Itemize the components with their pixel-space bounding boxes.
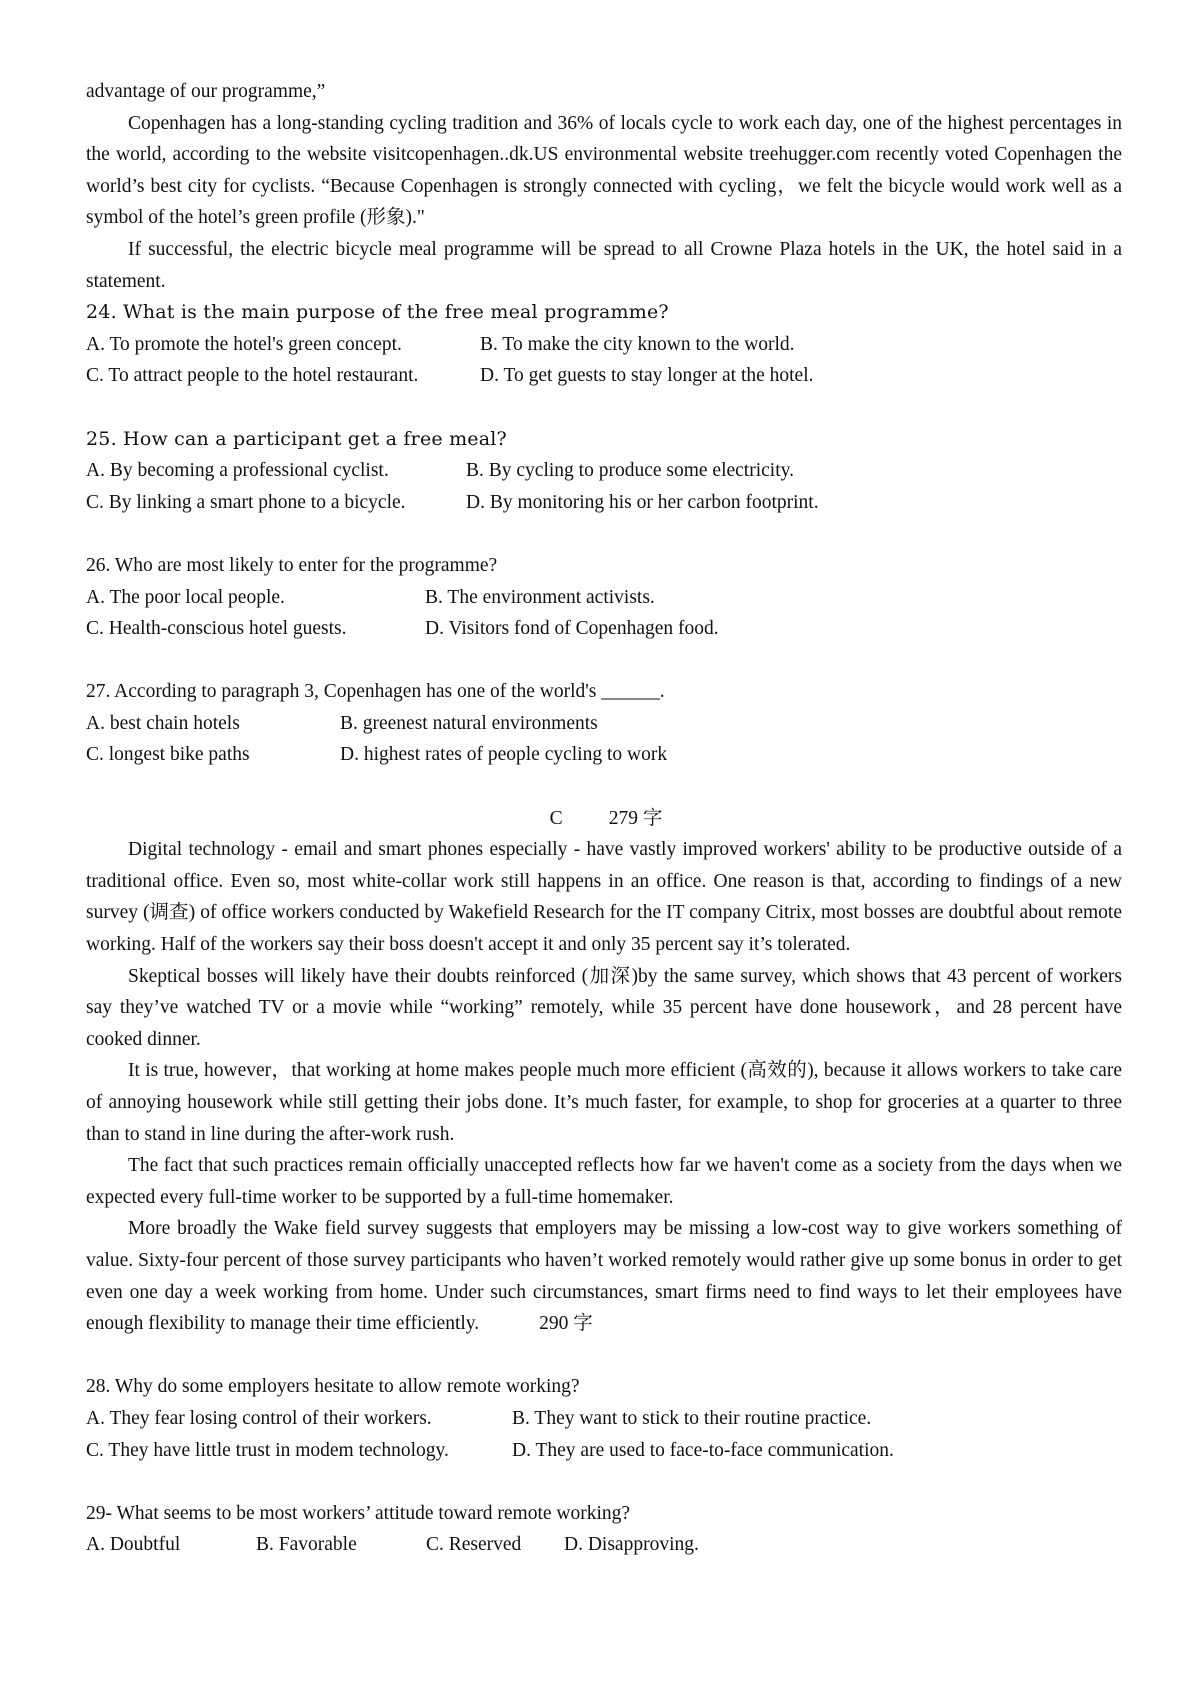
option-a: A. The poor local people. bbox=[86, 586, 285, 608]
spacer bbox=[86, 1340, 1122, 1372]
options-row bbox=[86, 739, 1122, 771]
options-row bbox=[86, 613, 1122, 645]
option-a: A. They fear losing control of their workers. bbox=[86, 1407, 432, 1429]
section-word-count: 279 字 bbox=[608, 807, 663, 829]
spacer bbox=[86, 392, 1122, 424]
question-stem: 29- What seems to be most workers’ attitude toward remote working? bbox=[86, 1502, 631, 1524]
question-29 bbox=[86, 1498, 1122, 1561]
options-row bbox=[86, 329, 1122, 361]
option-d: D. To get guests to stay longer at the hotel. bbox=[480, 365, 814, 387]
options-row bbox=[86, 360, 1122, 392]
option-b: B. Favorable bbox=[256, 1534, 357, 1556]
option-c: C. Health-conscious hotel guests. bbox=[86, 618, 347, 640]
options-row bbox=[86, 708, 1122, 740]
option-b: B. greenest natural environments bbox=[340, 712, 598, 734]
option-c: C. To attract people to the hotel restaurant. bbox=[86, 365, 419, 387]
option-d: D. highest rates of people cycling to work bbox=[340, 744, 668, 766]
question-27 bbox=[86, 676, 1122, 771]
option-b: B. They want to stick to their routine practice. bbox=[512, 1407, 872, 1429]
option-a: A. Doubtful bbox=[86, 1534, 181, 1556]
passage-c-paragraph-2: Skeptical bosses will likely have their doubts reinforced (加深)by the same survey, which shows that 43 percent of workers say they’ve watched TV or a movie while “working” remotely, while 35 percent have done housework，and 28 percent have cooked dinner. bbox=[86, 965, 1122, 1050]
option-d: D. Disapproving. bbox=[564, 1534, 699, 1556]
passage-b-paragraph-copenhagen: Copenhagen has a long-standing cycling tradition and 36% of locals cycle to work each day, one of the highest percentages in the world, according to the website visitcopenhagen..dk.US environmental website treehugger.com recently voted Copenhagen the world’s best city for cyclists. “Because Copenhagen is strongly connected with cycling，we felt the bicycle would work well as a symbol of the hotel’s green profile (形象)." bbox=[86, 112, 1122, 229]
spacer bbox=[86, 518, 1122, 550]
passage-c-paragraph-5 bbox=[86, 1213, 1122, 1339]
question-stem: 27. According to paragraph 3, Copenhagen has one of the world's ______. bbox=[86, 681, 665, 703]
option-a: A. To promote the hotel's green concept. bbox=[86, 333, 402, 355]
question-28 bbox=[86, 1371, 1122, 1466]
options-row bbox=[86, 455, 1122, 487]
options-row bbox=[86, 1403, 1122, 1435]
question-25 bbox=[86, 424, 1122, 519]
section-letter: C bbox=[549, 807, 563, 829]
question-24 bbox=[86, 297, 1122, 392]
question-stem: 26. Who are most likely to enter for the programme? bbox=[86, 554, 498, 576]
question-stem: 25. How can a participant get a free meal? bbox=[86, 427, 507, 450]
spacer bbox=[86, 771, 1122, 803]
passage-c-paragraph-3: It is true, however，that working at home makes people much more efficient (高效的), because it allows workers to take care of annoying housework while still getting their jobs done. It’s much faster, for example, to shop for groceries at a quarter to three than to stand in line during the after-work rush. bbox=[86, 1060, 1122, 1145]
options-row bbox=[86, 1435, 1122, 1467]
spacer bbox=[86, 1466, 1122, 1498]
option-d: D. By monitoring his or her carbon footprint. bbox=[466, 491, 819, 513]
passage-c-paragraph-4: The fact that such practices remain officially unaccepted reflects how far we haven't come as a society from the days when we expected every full-time worker to be supported by a full-time homemaker. bbox=[86, 1155, 1122, 1208]
option-c: C. Reserved bbox=[426, 1534, 522, 1556]
option-c: C. They have little trust in modem technology. bbox=[86, 1439, 449, 1461]
section-c-heading bbox=[86, 803, 1122, 835]
spacer bbox=[86, 645, 1122, 677]
options-row bbox=[86, 487, 1122, 519]
options-row bbox=[86, 1529, 1122, 1561]
passage-b-paragraph-statement: If successful, the electric bicycle meal programme will be spread to all Crowne Plaza hotels in the UK, the hotel said in a statement. bbox=[86, 238, 1122, 292]
option-c: C. By linking a smart phone to a bicycle. bbox=[86, 491, 406, 513]
passage-c-paragraph-1: Digital technology - email and smart phones especially - have vastly improved workers' ability to be productive outside of a traditional office. Even so, most white-collar work still happens in an office. One reason is that, according to findings of a new survey (调查) of office workers conducted by Wakefield Research for the IT company Citrix, most bosses are doubtful about remote working. Half of the workers say their boss doesn't accept it and only 35 percent say it’s tolerated. bbox=[86, 839, 1122, 956]
passage-b-continued-line: advantage of our programme,” bbox=[86, 81, 326, 102]
option-b: B. To make the city known to the world. bbox=[480, 333, 795, 355]
question-stem: 24. What is the main purpose of the free meal programme? bbox=[86, 301, 669, 324]
option-d: D. Visitors fond of Copenhagen food. bbox=[425, 618, 719, 640]
option-a: A. By becoming a professional cyclist. bbox=[86, 460, 389, 482]
options-row bbox=[86, 582, 1122, 614]
option-b: B. The environment activists. bbox=[425, 586, 655, 608]
paragraph-text: More broadly the Wake field survey suggests that employers may be missing a low-cost way to give workers something of value. Sixty-four percent of those survey participants who haven’t worked remotely would rather give up some bonus in order to get even one day a week working from home. Under such circumstances, smart firms need to find ways to let their employees have enough flexibility to manage their time efficiently. bbox=[86, 1218, 1122, 1335]
option-a: A. best chain hotels bbox=[86, 712, 240, 734]
passage-word-count: 290 字 bbox=[539, 1313, 593, 1335]
option-c: C. longest bike paths bbox=[86, 744, 250, 766]
question-26 bbox=[86, 550, 1122, 645]
option-b: B. By cycling to produce some electricity. bbox=[466, 460, 794, 482]
question-stem: 28. Why do some employers hesitate to allow remote working? bbox=[86, 1376, 580, 1398]
option-d: D. They are used to face-to-face communication. bbox=[512, 1439, 894, 1461]
